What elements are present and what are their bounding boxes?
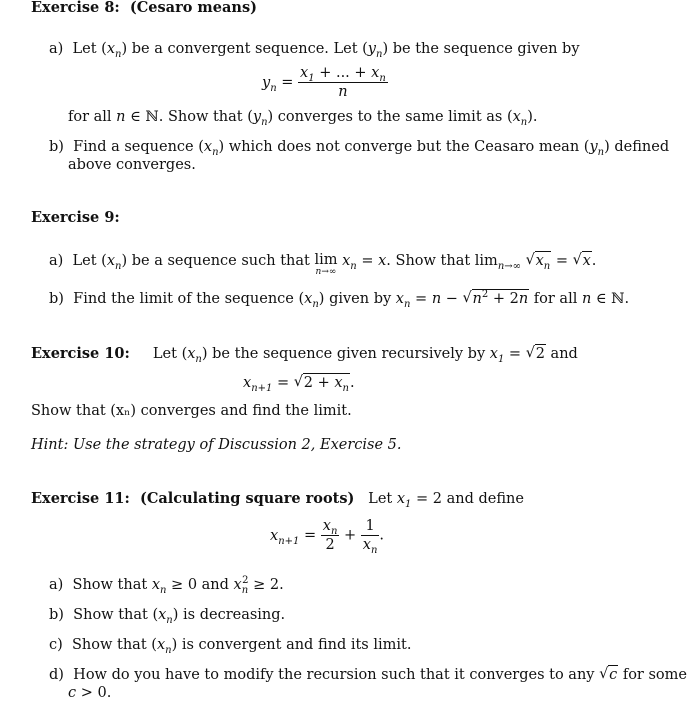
exercise-10-recursion: $x_{n+1}$ = √ $2 + x_n$. xyxy=(243,374,355,394)
exercise-11-part-c: c) Show that $(x_n)$ is convergent and find its limit. xyxy=(49,637,412,656)
exercise-10-intro: Exercise 10: Let $(x_n)$ be the sequence given recursively by $x_1$ = √ 2 and xyxy=(31,345,578,365)
cesaro-mean-equation: $y_n$ = $\frac{x_1 + ... + x_n}{n}$ xyxy=(262,65,386,100)
exercise-11-intro: Exercise 11: (Calculating square roots) Let $x_1 = 2$ and define xyxy=(31,490,524,510)
exercise-8-part-b-cont: above converges. xyxy=(68,157,196,173)
exercise-10-header: Exercise 10: xyxy=(31,345,130,362)
exercise-11-part-b: b) Show that $(x_n)$ is decreasing. xyxy=(49,607,286,626)
exercise-11-header: Exercise 11: (Calculating square roots) xyxy=(31,490,355,507)
exercise-8-part-a: a) Let $(x_n)$ be a convergent sequence. Let $(y_n)$ be the sequence given by xyxy=(49,41,580,60)
exercise-11-part-a: a) Show that $x_n \ge 0$ and $x_n^2 \ge 2$. xyxy=(49,575,284,596)
exercise-8-header: Exercise 8: (Cesaro means) xyxy=(31,0,257,16)
exercise-11-recursion: $x_{n+1}$ = $\frac{x_n}{2}$ + $\frac{1}{x_n}$ . xyxy=(270,518,385,556)
exercise-9-part-b: b) Find the limit of the sequence $(x_n)$ given by $x_n = n$ − √ $n^2 + 2n$ for all n ∈ ℕ. xyxy=(49,289,630,310)
exercise-11-part-d-cont: c > 0. xyxy=(68,685,112,701)
exercise-8-part-a-statement: for all n ∈ ℕ. Show that $(y_n)$ converges to the same limit as $(x_n)$. xyxy=(68,109,538,128)
exercise-11-part-d: d) How do you have to modify the recursion such that it converges to any √ c for some xyxy=(49,666,687,683)
exercise-9-part-a: a) Let $(x_n)$ be a sequence such that lim n→∞ $x_n = x$. Show that $\lim_{n\to\infty}$ √ $x_n$ = √ x. xyxy=(49,252,597,277)
exercise-10-task: Show that (xₙ) converges and find the limit. xyxy=(31,403,352,419)
exercise-10-hint: Hint: Use the strategy of Discussion 2, Exercise 5. xyxy=(31,437,402,453)
exercise-8-part-b: b) Find a sequence $(x_n)$ which does not converge but the Ceasaro mean $(y_n)$ defined xyxy=(49,139,670,158)
exercise-9-header: Exercise 9: xyxy=(31,209,120,226)
